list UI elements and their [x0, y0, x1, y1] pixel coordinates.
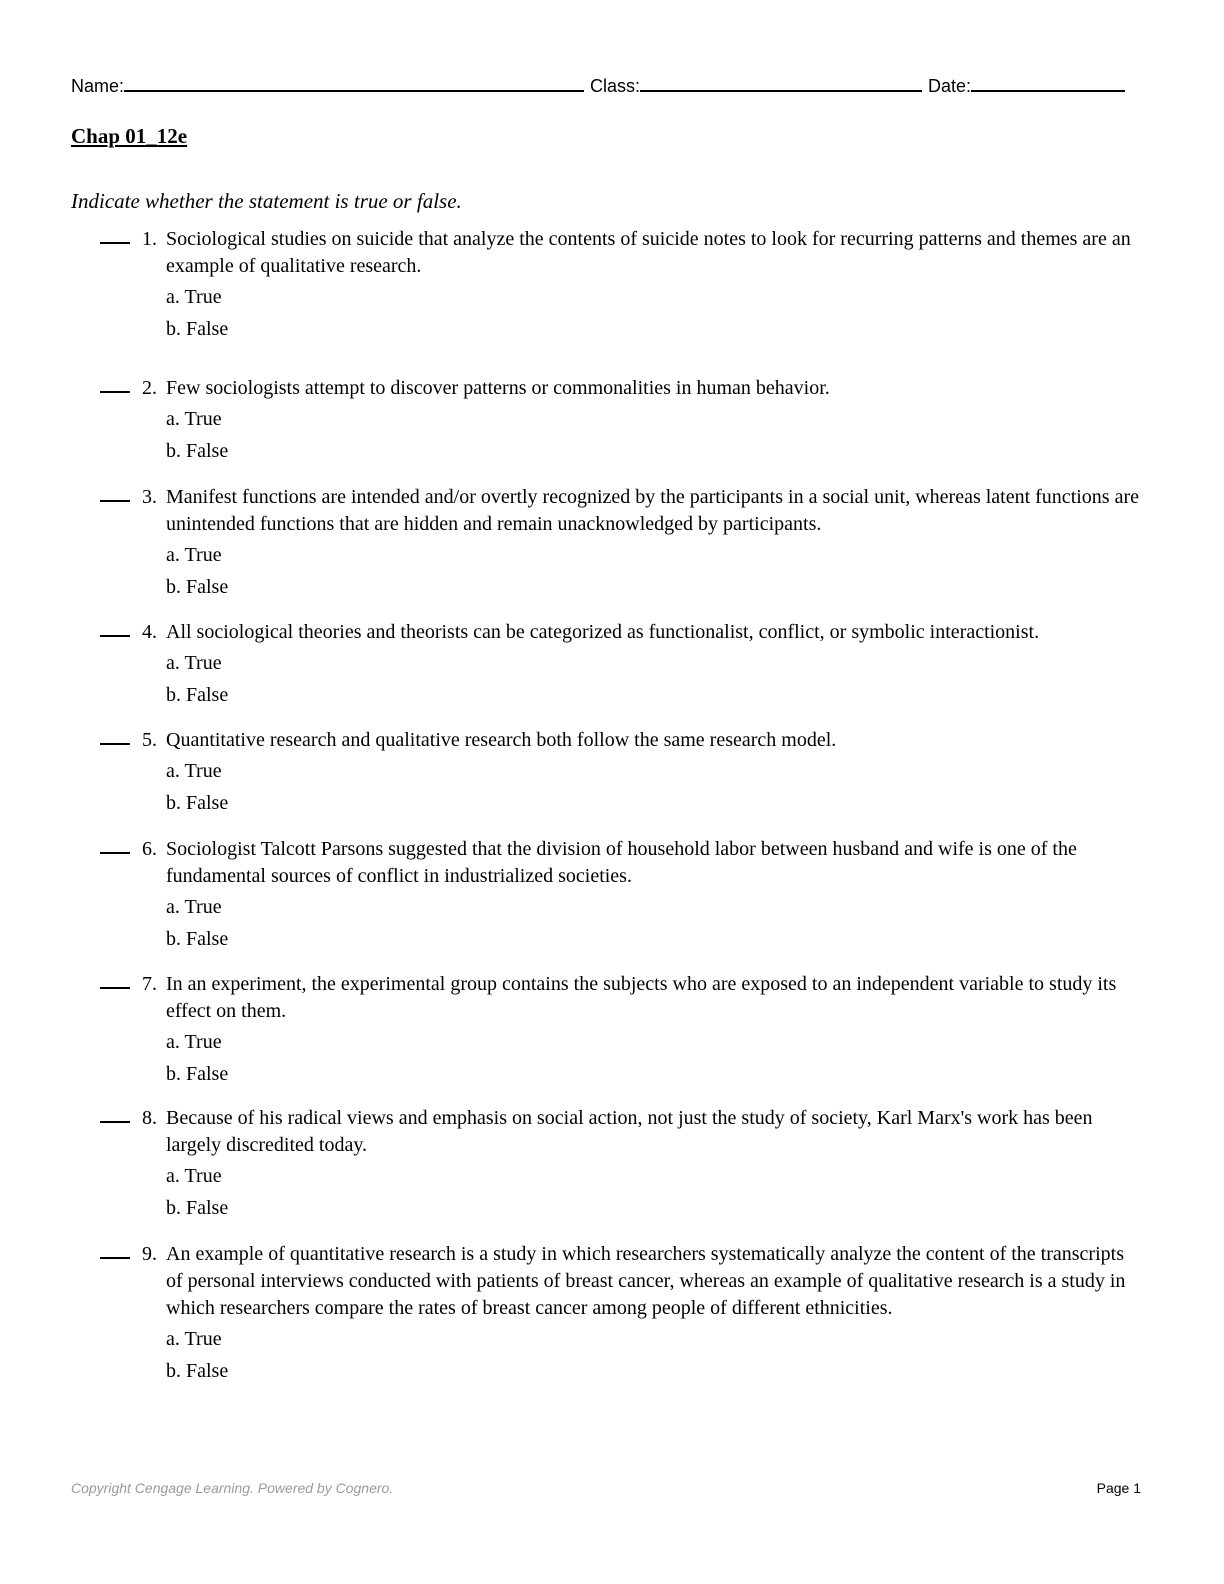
option-true: a. True	[166, 286, 222, 308]
question-number: 7.	[142, 973, 157, 995]
answer-blank[interactable]	[100, 1105, 130, 1123]
option-false: b. False	[166, 1063, 229, 1085]
question-text: Because of his radical views and emphasis on social action, not just the study of society, Karl Marx's work has been largely discredited today.	[166, 1107, 1093, 1156]
option-false: b. False	[166, 928, 229, 950]
chapter-title: Chap 01_12e	[71, 124, 188, 148]
option-true: a. True	[166, 544, 222, 566]
option-true: a. True	[166, 1031, 222, 1053]
answer-blank[interactable]	[100, 619, 130, 637]
name-label: Name:	[71, 76, 125, 96]
option-true: a. True	[166, 760, 222, 782]
question-number: 6.	[142, 838, 157, 860]
option-false: b. False	[166, 318, 229, 340]
question-number: 9.	[142, 1243, 157, 1265]
question-6	[100, 836, 1140, 954]
class-label: Class:	[590, 76, 641, 96]
question-3	[100, 484, 1140, 602]
question-number: 8.	[142, 1107, 157, 1129]
answer-blank[interactable]	[100, 375, 130, 393]
option-false: b. False	[166, 440, 229, 462]
question-text: Quantitative research and qualitative research both follow the same research model.	[166, 729, 837, 751]
option-false: b. False	[166, 576, 229, 598]
option-false: b. False	[166, 684, 229, 706]
option-true: a. True	[166, 1328, 222, 1350]
question-number: 1.	[142, 228, 157, 250]
question-text: Sociological studies on suicide that analyze the contents of suicide notes to look for recurring patterns and themes are an example of qualitative research.	[166, 228, 1131, 277]
question-number: 2.	[142, 377, 157, 399]
class-field[interactable]	[640, 72, 922, 92]
date-label: Date:	[928, 76, 972, 96]
option-true: a. True	[166, 1165, 222, 1187]
question-number: 5.	[142, 729, 157, 751]
question-text: Manifest functions are intended and/or overtly recognized by the participants in a social unit, whereas latent functions are unintended functions that are hidden and remain unacknowledged by participants.	[166, 486, 1139, 535]
question-text: An example of quantitative research is a study in which researchers systematically analyze the content of the transcripts of personal interviews conducted with patients of breast cancer, whereas an example of qualitative research is a study in which researchers compare the rates of breast cancer among people of different ethnicities.	[166, 1243, 1126, 1319]
option-true: a. True	[166, 408, 222, 430]
answer-blank[interactable]	[100, 1241, 130, 1259]
option-false: b. False	[166, 1360, 229, 1382]
question-2	[100, 375, 1140, 466]
question-9	[100, 1241, 1140, 1386]
question-5	[100, 727, 1140, 818]
question-8	[100, 1105, 1140, 1223]
option-false: b. False	[166, 1197, 229, 1219]
question-1	[100, 226, 1140, 344]
question-7	[100, 971, 1140, 1089]
copyright-footer: Copyright Cengage Learning. Powered by Cognero.	[71, 1480, 394, 1496]
instructions: Indicate whether the statement is true or false.	[71, 189, 462, 213]
question-text: All sociological theories and theorists can be categorized as functionalist, conflict, or symbolic interactionist.	[166, 621, 1040, 643]
question-text: In an experiment, the experimental group contains the subjects who are exposed to an independent variable to study its effect on them.	[166, 973, 1117, 1022]
date-field[interactable]	[971, 72, 1125, 92]
option-true: a. True	[166, 896, 222, 918]
question-number: 3.	[142, 486, 157, 508]
question-text: Few sociologists attempt to discover patterns or commonalities in human behavior.	[166, 377, 830, 399]
page-number: Page 1	[1096, 1480, 1141, 1496]
option-true: a. True	[166, 652, 222, 674]
question-4	[100, 619, 1140, 710]
answer-blank[interactable]	[100, 971, 130, 989]
answer-blank[interactable]	[100, 226, 130, 244]
student-info-header	[71, 72, 1141, 97]
answer-blank[interactable]	[100, 727, 130, 745]
option-false: b. False	[166, 792, 229, 814]
name-field[interactable]	[124, 72, 584, 92]
answer-blank[interactable]	[100, 836, 130, 854]
answer-blank[interactable]	[100, 484, 130, 502]
question-number: 4.	[142, 621, 157, 643]
question-text: Sociologist Talcott Parsons suggested that the division of household labor between husband and wife is one of the fundamental sources of conflict in industrialized societies.	[166, 838, 1077, 887]
